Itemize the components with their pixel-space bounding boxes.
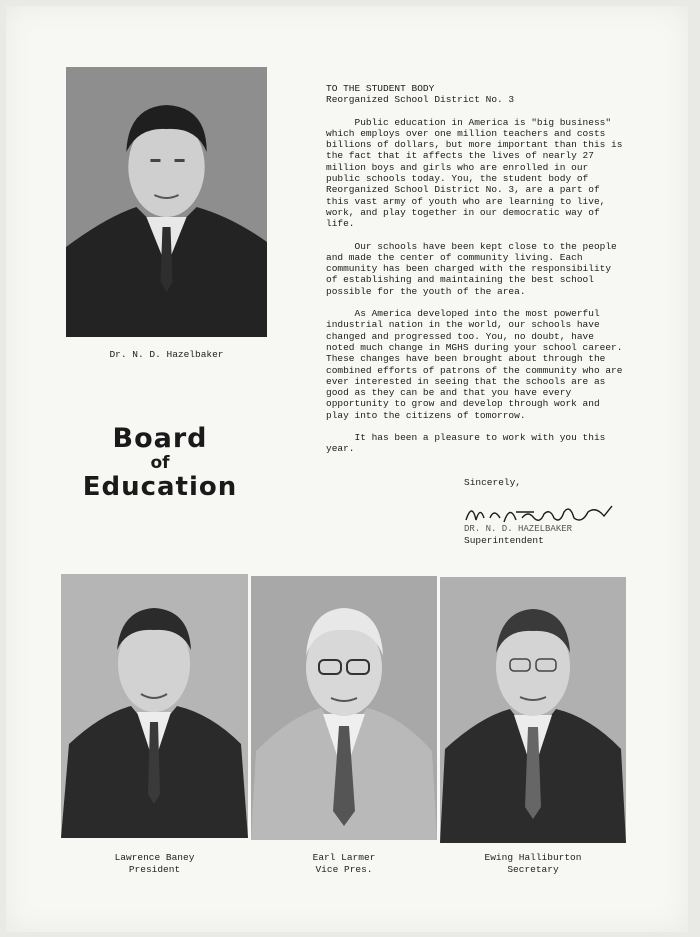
board-member-name: Ewing Halliburton xyxy=(484,852,582,863)
letter-paragraph-3: As America developed into the most powerful industrial nation in the world, our schools have changed and progressed too. You, no doubt, have noted much change in MGHS during your school career. These changes have been brought about through the combined efforts of patrons of the community who are ever interested in seeing that the schools are as good as they can be and that you have every opportunity to grow and develop through work and play into the citizens of tomorrow. xyxy=(326,308,623,421)
board-member-role: Vice Pres. xyxy=(315,864,373,875)
yearbook-page xyxy=(6,6,688,932)
letter-closing: Sincerely, xyxy=(464,477,522,488)
portrait-caption-hazelbaker: Dr. N. D. Hazelbaker xyxy=(109,349,224,360)
board-member-name: Earl Larmer xyxy=(312,852,376,863)
board-member-role: President xyxy=(128,864,181,875)
board-member-caption-halliburton xyxy=(440,852,626,876)
board-member-name: Lawrence Baney xyxy=(114,852,195,863)
portrait-halliburton xyxy=(440,577,626,843)
portrait-larmer xyxy=(251,576,437,840)
board-member-role: Secretary xyxy=(507,864,559,875)
heading-line-of: of xyxy=(150,453,170,473)
board-member-caption-baney xyxy=(61,852,248,876)
heading-line-education: Education xyxy=(82,472,238,502)
superintendent-letter xyxy=(326,83,626,455)
board-member-caption-larmer xyxy=(251,852,437,876)
portrait-hazelbaker xyxy=(66,67,267,337)
letter-paragraph-4: It has been a pleasure to work with you this year. xyxy=(326,432,606,455)
signer-title: Superintendent xyxy=(464,535,544,546)
letter-paragraph-1: Public education in America is "big business" which employs over one million teachers and costs billions of dollars, but more important than this is the fact that it affects the lives of nearly 27 million boys and girls who are enrolled in our public schools today. You, the student body of Reorganized School District No. 3, are a part of this vast army of youth who are learning to live, work, and play together in our democratic way of life. xyxy=(326,116,623,230)
portrait-baney xyxy=(61,574,248,838)
signer-name: DR. N. D. HAZELBAKER xyxy=(464,524,573,534)
heading-line-board: Board xyxy=(112,423,208,454)
salutation-line-2: Reorganized School District No. 3 xyxy=(326,94,515,106)
salutation-line-1: TO THE STUDENT BODY xyxy=(326,83,435,94)
section-heading xyxy=(70,424,250,502)
letter-paragraph-2: Our schools have been kept close to the people and made the center of community living. Each community has been charged with the responsibility of establishing and maintaining the best school possible for the youth of the area. xyxy=(326,240,617,297)
